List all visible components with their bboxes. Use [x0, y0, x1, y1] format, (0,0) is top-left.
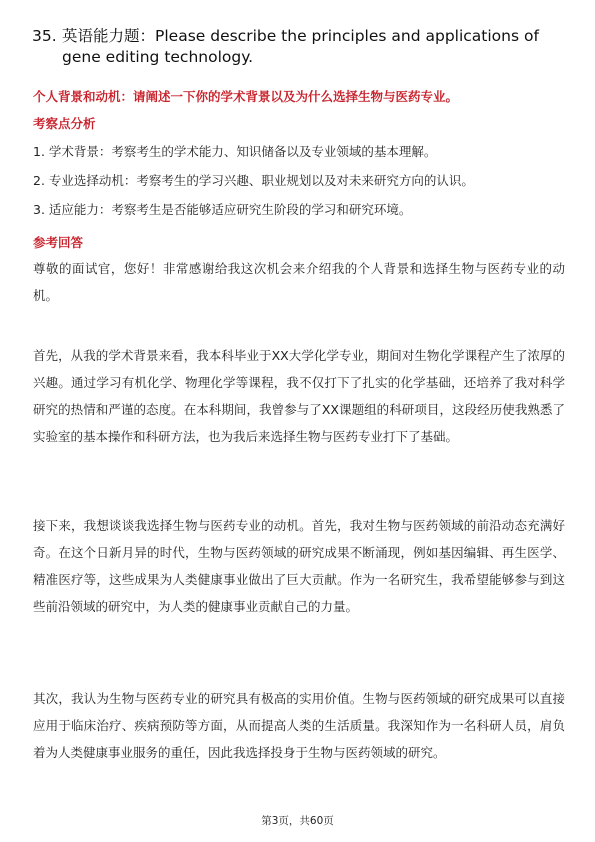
question-number: 35.: [32, 27, 57, 45]
topic-heading: 个人背景和动机：请阐述一下你的学术背景以及为什么选择生物与医药专业。: [33, 89, 459, 104]
page-footer: 第3页，共60页: [261, 815, 334, 827]
question-heading: [32, 26, 572, 68]
analysis-point: 3. 适应能力：考察考生是否能够适应研究生阶段的学习和研究环境。: [33, 202, 412, 217]
answer-paragraph: 首先，从我的学术背景来看，我本科毕业于XX大学化学专业，期间对生物化学课程产生了浓厚的兴趣。通过学习有机化学、物理化学等课程，我不仅打下了扎实的化学基础，还培养了我对科学研究的热情和严谨的态度。在本科期间，我曾参与了XX课题组的科研项目，这段经历使我熟悉了实验室的基本操作和科研方法，也为我后来选择生物与医药专业打下了基础。: [33, 348, 565, 444]
answer-paragraph: 其次，我认为生物与医药专业的研究具有极高的实用价值。生物与医药领域的研究成果可以直接应用于临床治疗、疾病预防等方面，从而提高人类的生活质量。我深知作为一名科研人员，肩负着为人类健康事业服务的重任，因此我选择投身于生物与医药领域的研究。: [33, 691, 565, 760]
answer-label: 参考回答: [33, 235, 84, 250]
answer-paragraph: 尊敬的面试官，您好！非常感谢给我这次机会来介绍我的个人背景和选择生物与医药专业的动机。: [33, 261, 565, 303]
analysis-point: 2. 专业选择动机：考察考生的学习兴趣、职业规划以及对未来研究方向的认识。: [33, 173, 474, 188]
question-title-line2: gene editing technology.: [62, 48, 254, 66]
question-title-line1: 英语能力题：Please describe the principles and applications of: [62, 27, 539, 45]
analysis-point: 1. 学术背景：考察考生的学术能力、知识储备以及专业领域的基本理解。: [33, 144, 437, 159]
answer-paragraph: 接下来，我想谈谈我选择生物与医药专业的动机。首先，我对生物与医药领域的前沿动态充满好奇。在这个日新月异的时代，生物与医药领域的研究成果不断涌现，例如基因编辑、再生医学、精准医疗等，这些成果为人类健康事业做出了巨大贡献。作为一名研究生，我希望能够参与到这些前沿领域的研究中，为人类的健康事业贡献自己的力量。: [33, 518, 565, 614]
analysis-label: 考察点分析: [33, 116, 96, 131]
